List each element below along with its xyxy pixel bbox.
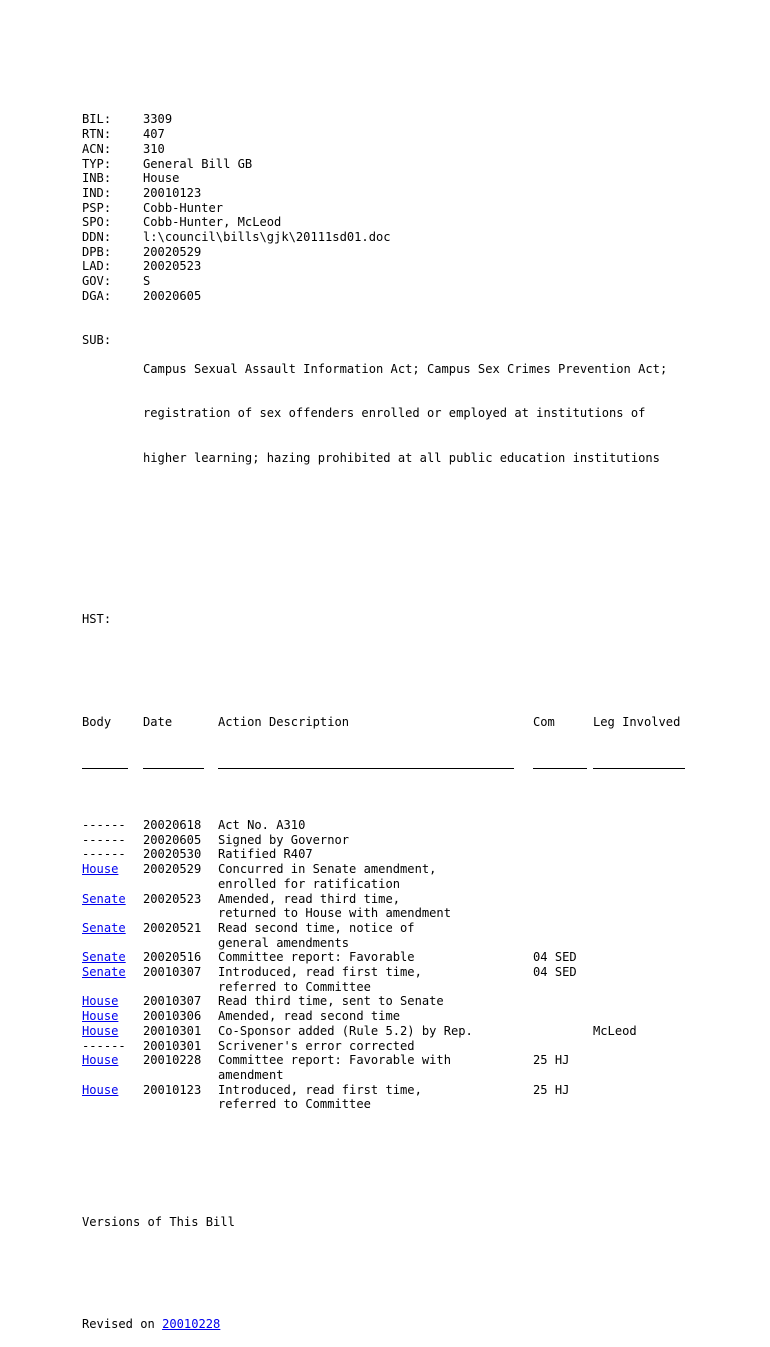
action-line: Read third time, sent to Senate bbox=[218, 994, 444, 1009]
history-row bbox=[82, 1053, 722, 1082]
action-line: referred to Committee bbox=[218, 979, 371, 994]
body-link[interactable]: House bbox=[82, 1053, 119, 1068]
field-value: 310 bbox=[143, 141, 165, 156]
action-cell bbox=[218, 1024, 533, 1039]
body-link[interactable]: Senate bbox=[82, 965, 126, 980]
action-line: Committee report: Favorable bbox=[218, 950, 415, 965]
field-row bbox=[82, 245, 722, 260]
field-key: DPB: bbox=[82, 244, 112, 259]
subject-row bbox=[82, 333, 722, 495]
action-cell bbox=[218, 847, 533, 862]
divider bbox=[218, 759, 514, 769]
action-line: Signed by Governor bbox=[218, 832, 350, 847]
history-row bbox=[82, 847, 722, 862]
field-row bbox=[82, 215, 722, 230]
divider bbox=[143, 759, 204, 769]
action-line: Scrivener's error corrected bbox=[218, 1038, 415, 1053]
leg-cell bbox=[593, 950, 693, 965]
com-cell bbox=[533, 892, 593, 921]
leg-cell bbox=[593, 1039, 693, 1054]
field-row bbox=[82, 186, 722, 201]
com-cell bbox=[533, 994, 593, 1009]
action-cell bbox=[218, 818, 533, 833]
body-cell bbox=[82, 950, 143, 965]
date-cell: 20010123 bbox=[143, 1082, 202, 1097]
action-line: referred to Committee bbox=[218, 1097, 371, 1112]
field-key: LAD: bbox=[82, 259, 112, 274]
action-cell bbox=[218, 1083, 533, 1112]
body-link[interactable]: House bbox=[82, 1082, 119, 1097]
body-link[interactable]: House bbox=[82, 994, 119, 1009]
action-cell bbox=[218, 965, 533, 994]
field-value: House bbox=[143, 171, 180, 186]
history-row bbox=[82, 833, 722, 848]
action-line: Amended, read second time bbox=[218, 1009, 401, 1024]
subject-line: higher learning; hazing prohibited at all public education institutions bbox=[143, 450, 660, 465]
field-key: DGA: bbox=[82, 288, 112, 303]
subject-line: registration of sex offenders enrolled or employed at institutions of bbox=[143, 406, 646, 421]
header-action: Action Description bbox=[218, 715, 350, 730]
field-value: 20020529 bbox=[143, 244, 202, 259]
body-cell bbox=[82, 1083, 143, 1112]
body-cell bbox=[82, 892, 143, 921]
date-cell: 20010307 bbox=[143, 994, 202, 1009]
field-key: TYP: bbox=[82, 156, 112, 171]
field-key: ACN: bbox=[82, 141, 112, 156]
field-key: GOV: bbox=[82, 274, 112, 289]
history-row bbox=[82, 1083, 722, 1112]
date-cell: 20010301 bbox=[143, 1038, 202, 1053]
field-row bbox=[82, 157, 722, 172]
field-key: BIL: bbox=[82, 112, 112, 127]
field-key: RTN: bbox=[82, 127, 112, 142]
field-row bbox=[82, 112, 722, 127]
history-row bbox=[82, 1024, 722, 1039]
field-key: SUB: bbox=[82, 332, 112, 347]
action-cell bbox=[218, 950, 533, 965]
body-link[interactable]: House bbox=[82, 1009, 119, 1024]
com-cell bbox=[533, 1039, 593, 1054]
com-cell bbox=[533, 833, 593, 848]
body-cell: ------ bbox=[82, 818, 126, 833]
field-row bbox=[82, 289, 722, 304]
action-line: Amended, read third time, bbox=[218, 891, 401, 906]
body-link[interactable]: Senate bbox=[82, 920, 126, 935]
field-value: 407 bbox=[143, 127, 165, 142]
divider bbox=[593, 759, 685, 769]
action-line: amendment bbox=[218, 1067, 284, 1082]
revised-line bbox=[82, 1317, 722, 1332]
body-cell: ------ bbox=[82, 1038, 126, 1053]
action-line: Committee report: Favorable with bbox=[218, 1053, 451, 1068]
leg-cell: McLeod bbox=[593, 1023, 637, 1038]
action-cell bbox=[218, 1053, 533, 1082]
body-cell bbox=[82, 1009, 143, 1024]
com-cell bbox=[533, 1009, 593, 1024]
history-row bbox=[82, 994, 722, 1009]
action-cell bbox=[218, 921, 533, 950]
history-table bbox=[82, 818, 722, 1112]
leg-cell bbox=[593, 862, 693, 891]
field-value: Cobb-Hunter bbox=[143, 200, 224, 215]
field-value: General Bill GB bbox=[143, 156, 253, 171]
body-cell bbox=[82, 965, 143, 994]
body-link[interactable]: Senate bbox=[82, 950, 126, 965]
history-row bbox=[82, 950, 722, 965]
field-key: DDN: bbox=[82, 230, 112, 245]
body-cell bbox=[82, 921, 143, 950]
leg-cell bbox=[593, 818, 693, 833]
leg-cell bbox=[593, 833, 693, 848]
bill-document bbox=[82, 83, 722, 1347]
leg-cell bbox=[593, 994, 693, 1009]
com-cell bbox=[533, 818, 593, 833]
com-cell: 04 SED bbox=[533, 950, 577, 965]
field-row bbox=[82, 201, 722, 216]
date-cell: 20010301 bbox=[143, 1023, 202, 1038]
action-cell bbox=[218, 1009, 533, 1024]
revised-prefix: Revised on bbox=[82, 1317, 163, 1332]
history-row bbox=[82, 921, 722, 950]
body-cell bbox=[82, 1053, 143, 1082]
com-cell: 25 HJ bbox=[533, 1053, 570, 1068]
date-cell: 20020521 bbox=[143, 920, 202, 935]
action-line: Act No. A310 bbox=[218, 818, 306, 833]
date-cell: 20020529 bbox=[143, 862, 202, 877]
field-key: INB: bbox=[82, 171, 112, 186]
action-line: Introduced, read first time, bbox=[218, 1082, 422, 1097]
field-row bbox=[82, 259, 722, 274]
field-key: SPO: bbox=[82, 215, 112, 230]
revised-date-link[interactable]: 20010228 bbox=[162, 1317, 221, 1332]
action-cell bbox=[218, 1039, 533, 1054]
history-label: HST: bbox=[82, 612, 112, 627]
action-cell bbox=[218, 994, 533, 1009]
body-link[interactable]: House bbox=[82, 862, 119, 877]
leg-cell bbox=[593, 1083, 693, 1112]
history-row bbox=[82, 965, 722, 994]
date-cell: 20020516 bbox=[143, 950, 202, 965]
header-com: Com bbox=[533, 715, 555, 730]
versions-title: Versions of This Bill bbox=[82, 1214, 235, 1229]
field-row bbox=[82, 127, 722, 142]
action-line: general amendments bbox=[218, 935, 350, 950]
body-cell: ------ bbox=[82, 847, 126, 862]
date-cell: 20010307 bbox=[143, 965, 202, 980]
body-cell bbox=[82, 994, 143, 1009]
divider bbox=[533, 759, 587, 769]
divider bbox=[82, 759, 128, 769]
history-row bbox=[82, 892, 722, 921]
action-line: Read second time, notice of bbox=[218, 920, 415, 935]
body-cell bbox=[82, 862, 143, 891]
leg-cell bbox=[593, 921, 693, 950]
field-value: 20020605 bbox=[143, 288, 202, 303]
action-cell bbox=[218, 892, 533, 921]
date-cell: 20010306 bbox=[143, 1009, 202, 1024]
com-cell: 04 SED bbox=[533, 965, 577, 980]
field-row bbox=[82, 230, 722, 245]
action-cell bbox=[218, 833, 533, 848]
field-value: 20020523 bbox=[143, 259, 202, 274]
action-line: returned to House with amendment bbox=[218, 906, 451, 921]
field-value: l:\council\bills\gjk\20111sd01.doc bbox=[143, 230, 391, 245]
body-cell: ------ bbox=[82, 832, 126, 847]
subject-line: Campus Sexual Assault Information Act; Campus Sex Crimes Prevention Act; bbox=[143, 362, 668, 377]
action-line: Ratified R407 bbox=[218, 847, 313, 862]
com-cell bbox=[533, 847, 593, 862]
body-link[interactable]: House bbox=[82, 1023, 119, 1038]
date-cell: 20020523 bbox=[143, 891, 202, 906]
field-row bbox=[82, 171, 722, 186]
header-underline bbox=[82, 759, 722, 774]
bill-fields bbox=[82, 112, 722, 303]
field-key: PSP: bbox=[82, 200, 112, 215]
action-line: enrolled for ratification bbox=[218, 876, 401, 891]
history-row bbox=[82, 1039, 722, 1054]
leg-cell bbox=[593, 847, 693, 862]
com-cell bbox=[533, 1024, 593, 1039]
field-value: 3309 bbox=[143, 112, 173, 127]
field-row bbox=[82, 274, 722, 289]
history-row bbox=[82, 1009, 722, 1024]
action-line: Concurred in Senate amendment, bbox=[218, 862, 437, 877]
field-value: 20010123 bbox=[143, 185, 202, 200]
date-cell: 20010228 bbox=[143, 1053, 202, 1068]
date-cell: 20020605 bbox=[143, 832, 202, 847]
field-value: Cobb-Hunter, McLeod bbox=[143, 215, 282, 230]
com-cell bbox=[533, 921, 593, 950]
field-key: IND: bbox=[82, 185, 112, 200]
date-cell: 20020618 bbox=[143, 818, 202, 833]
action-line: Introduced, read first time, bbox=[218, 965, 422, 980]
header-leg: Leg Involved bbox=[593, 715, 681, 730]
field-value: S bbox=[143, 274, 151, 289]
leg-cell bbox=[593, 892, 693, 921]
leg-cell bbox=[593, 965, 693, 994]
action-line: Co-Sponsor added (Rule 5.2) by Rep. bbox=[218, 1023, 473, 1038]
header-date: Date bbox=[143, 715, 173, 730]
com-cell bbox=[533, 862, 593, 891]
leg-cell bbox=[593, 1053, 693, 1082]
body-link[interactable]: Senate bbox=[82, 891, 126, 906]
header-body: Body bbox=[82, 715, 112, 730]
history-row bbox=[82, 818, 722, 833]
body-cell bbox=[82, 1024, 143, 1039]
date-cell: 20020530 bbox=[143, 847, 202, 862]
history-row bbox=[82, 862, 722, 891]
field-row bbox=[82, 142, 722, 157]
com-cell: 25 HJ bbox=[533, 1082, 570, 1097]
action-cell bbox=[218, 862, 533, 891]
history-header bbox=[82, 715, 722, 730]
leg-cell bbox=[593, 1009, 693, 1024]
